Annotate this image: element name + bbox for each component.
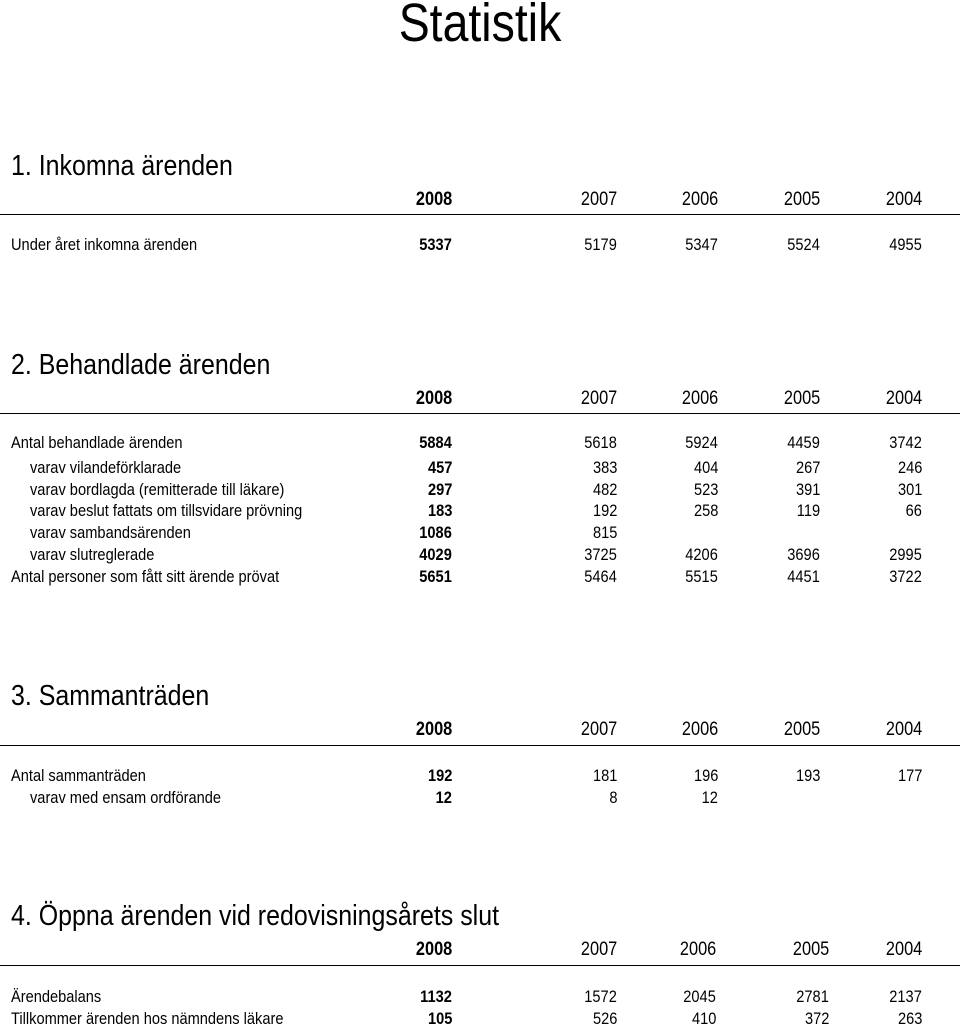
cell-2004: 246 [897, 458, 922, 477]
section-title: 4. Öppna ärenden vid redovisningsårets slut [11, 900, 500, 932]
section-title: 2. Behandlade ärenden [11, 349, 271, 381]
cell-2007: 383 [592, 458, 617, 477]
header-rule [0, 745, 960, 746]
year-header: 2005 [783, 719, 820, 740]
cell-2008: 192 [427, 766, 452, 785]
cell-2008: 105 [427, 1009, 452, 1028]
cell-2004: 4955 [889, 235, 922, 254]
year-header: 2005 [783, 388, 820, 409]
cell-2008: 5651 [419, 567, 452, 586]
row-label: varav beslut fattats om tillsvidare prövning [30, 501, 303, 520]
cell-2004: 66 [905, 501, 922, 520]
year-header: 2007 [580, 189, 617, 210]
section-title: 3. Sammanträden [11, 680, 210, 712]
year-header: 2007 [580, 719, 617, 740]
table-row [0, 479, 960, 501]
cell-2004: 177 [897, 766, 922, 785]
year-header: 2006 [679, 939, 716, 960]
table-row [0, 765, 960, 787]
cell-2008: 183 [427, 501, 452, 520]
cell-2005: 4459 [787, 433, 820, 452]
cell-2007: 1572 [584, 987, 617, 1006]
cell-2005: 267 [795, 458, 820, 477]
cell-2006: 5515 [685, 567, 718, 586]
cell-2005: 5524 [787, 235, 820, 254]
table-row [0, 432, 960, 454]
year-header-row [0, 189, 960, 211]
year-header: 2004 [885, 719, 922, 740]
year-header: 2007 [580, 388, 617, 409]
cell-2008: 457 [427, 458, 452, 477]
row-label: varav slutreglerade [30, 545, 155, 564]
table-row [0, 234, 960, 256]
cell-2007: 482 [592, 480, 617, 499]
year-header: 2008 [415, 189, 452, 210]
cell-2004: 3742 [889, 433, 922, 452]
year-header: 2008 [415, 719, 452, 740]
cell-2008: 1086 [419, 523, 452, 542]
cell-2007: 526 [592, 1009, 617, 1028]
row-label: varav sambandsärenden [30, 523, 191, 542]
cell-2006: 258 [693, 501, 718, 520]
year-header: 2006 [681, 189, 718, 210]
cell-2005: 372 [804, 1009, 829, 1028]
cell-2008: 12 [435, 788, 452, 807]
year-header-row [0, 388, 960, 410]
year-header: 2004 [885, 189, 922, 210]
row-label: varav vilandeförklarade [30, 458, 182, 477]
cell-2005: 391 [795, 480, 820, 499]
header-rule [0, 413, 960, 414]
cell-2006: 5924 [685, 433, 718, 452]
cell-2005: 3696 [787, 545, 820, 564]
cell-2007: 181 [592, 766, 617, 785]
cell-2007: 815 [592, 523, 617, 542]
cell-2005: 2781 [796, 987, 829, 1006]
cell-2006: 12 [701, 788, 718, 807]
year-header: 2004 [885, 939, 922, 960]
cell-2006: 523 [693, 480, 718, 499]
cell-2004: 3722 [889, 567, 922, 586]
cell-2008: 4029 [419, 545, 452, 564]
row-label: Under året inkomna ärenden [11, 235, 198, 254]
cell-2008: 5884 [419, 433, 452, 452]
cell-2005: 119 [796, 501, 820, 520]
cell-2006: 5347 [685, 235, 718, 254]
year-header: 2007 [580, 939, 617, 960]
year-header-row [0, 719, 960, 741]
row-label: Tillkommer ärenden hos nämndens läkare [11, 1009, 284, 1028]
cell-2005: 4451 [787, 567, 820, 586]
row-label: Antal sammanträden [11, 766, 146, 785]
year-header: 2006 [681, 719, 718, 740]
cell-2004: 263 [897, 1009, 922, 1028]
table-row [0, 544, 960, 566]
cell-2004: 301 [897, 480, 922, 499]
table-row [0, 457, 960, 479]
year-header: 2006 [681, 388, 718, 409]
header-rule [0, 214, 960, 215]
year-header-row [0, 939, 960, 961]
table-row [0, 500, 960, 522]
table-row [0, 787, 960, 809]
year-header: 2004 [885, 388, 922, 409]
cell-2005: 193 [795, 766, 820, 785]
cell-2006: 4206 [685, 545, 718, 564]
year-header: 2008 [415, 388, 452, 409]
cell-2007: 192 [592, 501, 617, 520]
row-label: varav med ensam ordförande [30, 788, 221, 807]
cell-2007: 8 [608, 788, 617, 807]
cell-2004: 2995 [889, 545, 922, 564]
cell-2008: 1132 [420, 987, 452, 1006]
table-row [0, 1008, 960, 1030]
cell-2007: 5464 [584, 567, 617, 586]
cell-2007: 5618 [584, 433, 617, 452]
cell-2006: 410 [691, 1009, 716, 1028]
cell-2004: 2137 [889, 987, 922, 1006]
table-row [0, 986, 960, 1008]
row-label: Antal personer som fått sitt ärende prövat [11, 567, 280, 586]
section-title: 1. Inkomna ärenden [11, 150, 233, 182]
page-title: Statistik [398, 0, 562, 53]
year-header: 2008 [415, 939, 452, 960]
cell-2006: 404 [693, 458, 718, 477]
cell-2006: 196 [693, 766, 718, 785]
table-row [0, 522, 960, 544]
cell-2008: 297 [427, 480, 452, 499]
year-header: 2005 [783, 189, 820, 210]
cell-2007: 3725 [584, 545, 617, 564]
row-label: varav bordlagda (remitterade till läkare) [30, 480, 285, 499]
cell-2008: 5337 [419, 235, 452, 254]
header-rule [0, 965, 960, 966]
table-row [0, 566, 960, 588]
year-header: 2005 [792, 939, 829, 960]
row-label: Antal behandlade ärenden [11, 433, 183, 452]
cell-2006: 2045 [683, 987, 716, 1006]
cell-2007: 5179 [584, 235, 617, 254]
row-label: Ärendebalans [11, 987, 102, 1006]
